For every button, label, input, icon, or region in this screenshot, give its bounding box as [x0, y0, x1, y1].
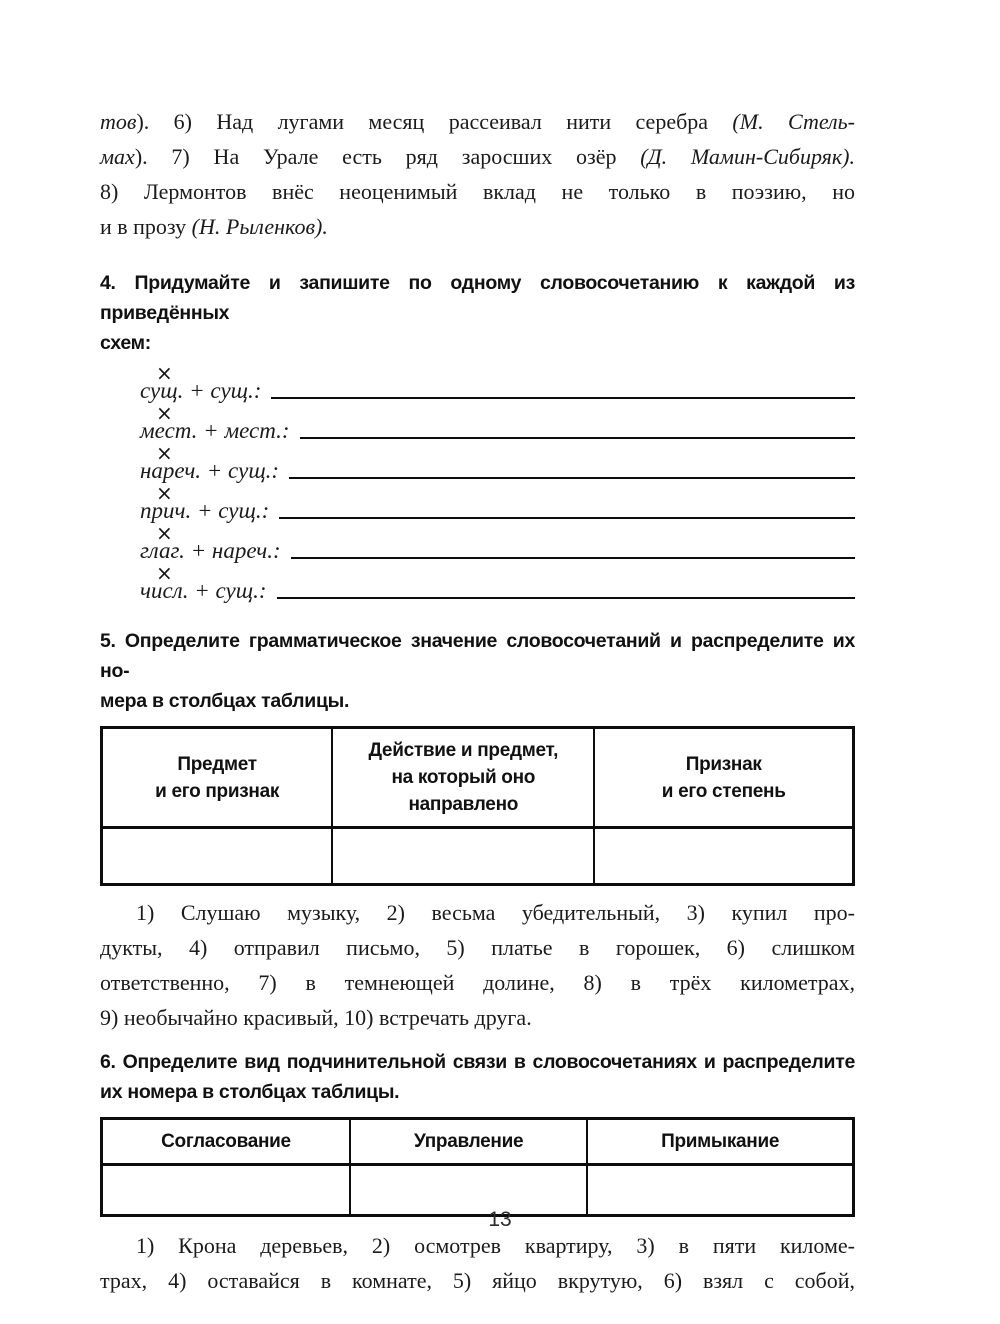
text-line: 1) Крона деревьев, 2) осмотрев квартиру, 3) в пяти киломе- [136, 1233, 855, 1258]
head-word-marker-x: × [156, 481, 173, 505]
text-segment-italic: тов [100, 109, 137, 134]
exercise-5 [100, 626, 855, 1035]
column-header [332, 728, 594, 828]
text-line: 1) Слушаю музыку, 2) весьма убедительный, 3) купил про- [136, 900, 855, 925]
text-line: дукты, 4) отправил письмо, 5) платье в горошек, 6) слишком [100, 935, 855, 960]
schema-label: глаг. + нареч.: [140, 538, 281, 563]
schema-label: нареч. + сущ.: [140, 458, 280, 483]
head-word-marker-x: × [156, 401, 173, 425]
exercise-6 [100, 1047, 855, 1298]
column-header [594, 728, 853, 828]
answer-blank-line [279, 517, 855, 519]
word-list-5 [100, 895, 855, 1035]
text-line: трах, 4) оставайся в комнате, 5) яйцо вкрутую, 6) взял с собой, [100, 1268, 855, 1293]
schema-label: сущ. + сущ.: [140, 378, 262, 403]
text-line [100, 174, 855, 209]
table-header-row [102, 1119, 854, 1165]
header-line: Признак [685, 753, 762, 775]
table-cell-empty [594, 828, 853, 885]
text-segment: ). 6) Над лугами месяц рассеивал нити серебра [136, 109, 733, 134]
exercise-4 [100, 268, 855, 606]
schema-label: мест. + мест.: [140, 418, 290, 443]
text-segment: 8) Лермонтов внёс неоценимый вклад не только в поэзию, но [100, 179, 855, 204]
column-header: Согласование [102, 1119, 350, 1165]
head-word-marker-x: × [156, 561, 173, 585]
text-segment: ). 7) На Урале есть ряд заросших озёр [134, 144, 641, 169]
table-row [102, 828, 854, 885]
header-line: на который оно направлено [391, 767, 536, 815]
schema-row [100, 481, 855, 526]
heading-line: 5. Определите грамматическое значение словосочетаний и распределите их но- [100, 630, 855, 682]
schema-row [100, 441, 855, 486]
schema-row [100, 561, 855, 606]
schema-label: числ. + сущ.: [140, 578, 267, 603]
header-line: Действие и предмет, [368, 740, 559, 761]
column-header: Примыкание [587, 1119, 853, 1165]
answer-blank-line [291, 557, 855, 559]
heading-line: схем: [100, 332, 151, 354]
header-line: и его степень [661, 780, 786, 802]
answer-blank-line [277, 597, 855, 599]
answer-blank-line [300, 437, 855, 439]
answer-blank-line [271, 397, 855, 399]
table-header-row [102, 728, 854, 828]
exercise-5-heading [100, 626, 855, 716]
text-line [100, 104, 855, 139]
schema-row [100, 361, 855, 406]
word-list-6 [100, 1228, 855, 1298]
heading-line: мера в столбцах таблицы. [100, 690, 350, 712]
head-word-marker-x: × [156, 361, 173, 385]
text-segment-italic: мах [100, 144, 135, 169]
text-line [100, 139, 855, 174]
heading-line: их номера в столбцах таблицы. [100, 1081, 400, 1103]
column-header: Управление [350, 1119, 587, 1165]
header-line: и его признак [155, 780, 280, 802]
answer-blank-line [289, 477, 855, 479]
grammar-meaning-table [100, 726, 855, 886]
schema-row [100, 401, 855, 446]
connection-type-table [100, 1117, 855, 1217]
table-cell-empty [332, 828, 594, 885]
exercise-4-heading [100, 268, 855, 358]
heading-line: 4. Придумайте и запишите по одному словосочетанию к каждой из приведённых [100, 272, 855, 324]
exercise-6-heading [100, 1047, 855, 1107]
schema-label: прич. + сущ.: [140, 498, 270, 523]
text-line [100, 209, 855, 244]
author-citation: (Д. Мамин-Сибиряк). [640, 144, 856, 169]
text-line: ответственно, 7) в темнеющей долине, 8) в трёх километрах, [100, 970, 855, 995]
intro-paragraph [100, 104, 855, 244]
header-line: Предмет [177, 753, 257, 775]
head-word-marker-x: × [156, 521, 173, 545]
schema-list [100, 361, 855, 606]
column-header [102, 728, 333, 828]
author-citation: (М. Стель- [732, 109, 855, 134]
table-cell-empty [102, 828, 333, 885]
schema-row [100, 521, 855, 566]
author-citation: (Н. Рыленков). [191, 214, 328, 239]
heading-line: 6. Определите вид подчинительной связи в словосочетаниях и распределите [100, 1051, 855, 1073]
text-line: 9) необычайно красивый, 10) встречать друга. [100, 1005, 532, 1030]
head-word-marker-x: × [156, 441, 173, 465]
page-number: 13 [488, 1208, 512, 1231]
text-segment: и в прозу [100, 214, 192, 239]
